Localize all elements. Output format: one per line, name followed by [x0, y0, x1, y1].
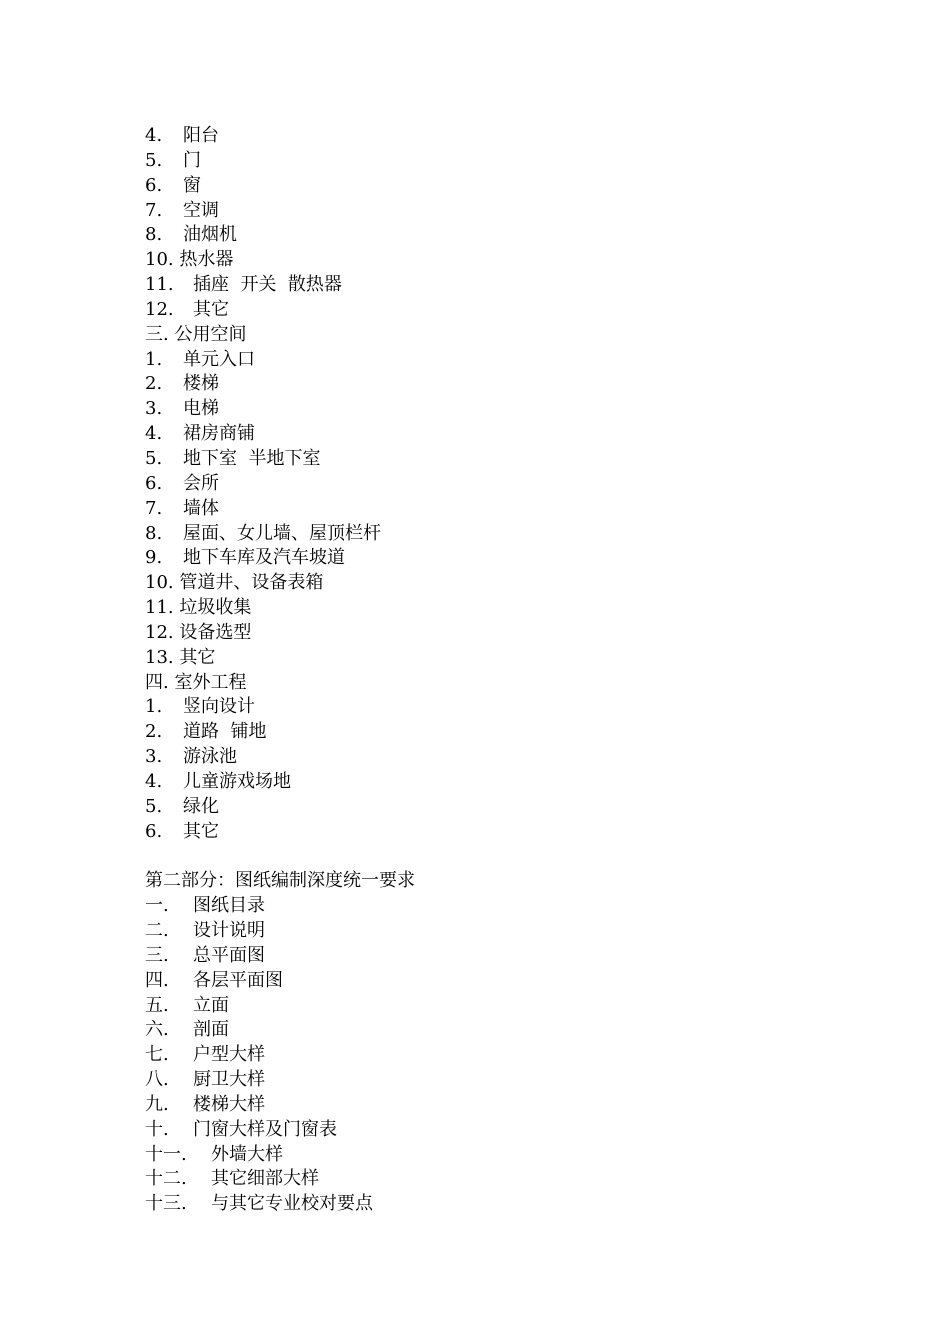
list-item [145, 472, 845, 497]
item-text: 总平面图 [193, 944, 265, 966]
list-item [145, 919, 845, 944]
list-item: 12. 设备选型 [145, 621, 252, 643]
list-item [145, 770, 845, 795]
item-number: 6. [145, 472, 163, 494]
item-text: 其它细部大样 [211, 1168, 319, 1190]
item-text: 楼梯大样 [193, 1093, 265, 1115]
item-number: 4. [145, 125, 163, 146]
list-item [145, 1068, 845, 1093]
list-item [145, 447, 845, 472]
list-item [145, 397, 845, 422]
item-number: 十三. [145, 1193, 187, 1215]
item-number: 1. [145, 348, 163, 370]
list-item [145, 745, 845, 770]
list-item [145, 1192, 845, 1217]
list-item [145, 1118, 845, 1143]
item-text: 竖向设计 [183, 696, 255, 718]
item-number: 4. [145, 423, 163, 445]
list-item [145, 1093, 845, 1118]
item-text: 其它 [183, 820, 219, 842]
item-number: 十一. [145, 1143, 187, 1165]
item-number: 2. [145, 721, 163, 743]
item-text: 会所 [183, 472, 219, 494]
list-item [145, 1043, 845, 1068]
list-item [145, 372, 845, 397]
blank-line [145, 844, 845, 869]
item-text: 各层平面图 [193, 969, 283, 991]
item-text: 儿童游戏场地 [183, 770, 291, 792]
list-item [145, 894, 845, 919]
item-text: 门 [183, 149, 201, 171]
item-text: 单元入口 [183, 348, 255, 370]
document-body [145, 124, 845, 1217]
list-item [145, 497, 845, 522]
item-text: 地下车库及汽车坡道 [183, 547, 345, 569]
list-item [145, 174, 845, 199]
item-number: 4. [145, 770, 163, 792]
item-number: 二. [145, 920, 169, 941]
item-text: 设计说明 [193, 920, 265, 941]
item-text: 楼梯 [183, 373, 219, 395]
list-item: 13. 其它 [145, 646, 216, 668]
list-item [145, 298, 845, 323]
item-text: 地下室 半地下室 [183, 447, 321, 469]
part-heading: 第二部分：图纸编制深度统一要求 [145, 870, 415, 892]
list-item: 10. 热水器 [145, 249, 234, 271]
section-heading: 三. 公用空间 [145, 323, 247, 345]
list-item [145, 273, 845, 298]
item-number: 7. [145, 199, 163, 221]
item-text: 裙房商铺 [183, 423, 255, 445]
item-number: 3. [145, 746, 163, 768]
item-text: 绿化 [183, 795, 219, 817]
list-item [145, 820, 845, 845]
item-number: 一. [145, 895, 169, 917]
item-text: 空调 [183, 199, 219, 221]
item-number: 五. [145, 994, 169, 1016]
list-item [145, 546, 845, 571]
list-item [145, 1018, 845, 1043]
list-item [145, 720, 845, 745]
item-number: 八. [145, 1069, 169, 1091]
list-item [145, 149, 845, 174]
item-text: 外墙大样 [211, 1143, 283, 1165]
item-number: 十. [145, 1118, 169, 1140]
item-text: 道路 铺地 [183, 721, 267, 743]
item-text: 图纸目录 [193, 895, 265, 917]
list-item [145, 522, 845, 547]
list-item [145, 969, 845, 994]
section-heading: 四. 室外工程 [145, 671, 247, 693]
list-item [145, 1167, 845, 1192]
list-item [145, 422, 845, 447]
item-number: 四. [145, 969, 169, 991]
item-number: 6. [145, 820, 163, 842]
item-number: 六. [145, 1019, 169, 1041]
item-text: 插座 开关 散热器 [193, 274, 342, 296]
item-number: 七. [145, 1044, 169, 1066]
list-item: 10. 管道井、设备表箱 [145, 572, 324, 594]
item-text: 剖面 [193, 1019, 229, 1041]
item-number: 3. [145, 398, 163, 420]
item-number: 三. [145, 944, 169, 966]
list-item [145, 695, 845, 720]
item-text: 其它 [193, 298, 229, 320]
item-number: 5. [145, 447, 163, 469]
item-number: 7. [145, 497, 163, 519]
item-text: 屋面、女儿墙、屋顶栏杆 [183, 522, 381, 544]
list-item [145, 944, 845, 969]
list-item: 11. 垃圾收集 [145, 597, 252, 619]
item-number: 1. [145, 696, 163, 718]
list-item [145, 1143, 845, 1168]
item-text: 电梯 [183, 398, 219, 420]
item-text: 墙体 [183, 497, 219, 519]
item-text: 阳台 [183, 125, 219, 146]
list-item [145, 348, 845, 373]
item-text: 游泳池 [183, 746, 237, 768]
item-text: 与其它专业校对要点 [211, 1193, 373, 1215]
list-item [145, 795, 845, 820]
item-number: 9. [145, 547, 163, 569]
list-item [145, 223, 845, 248]
list-item [145, 124, 845, 149]
item-number: 十二. [145, 1168, 187, 1190]
item-number: 九. [145, 1093, 169, 1115]
item-number: 5. [145, 149, 163, 171]
item-number: 5. [145, 795, 163, 817]
item-number: 6. [145, 174, 163, 196]
item-number: 8. [145, 522, 163, 544]
item-text: 门窗大样及门窗表 [193, 1118, 337, 1140]
item-text: 窗 [183, 174, 201, 196]
item-text: 户型大样 [193, 1044, 265, 1066]
item-text: 立面 [193, 994, 229, 1016]
item-text: 厨卫大样 [193, 1069, 265, 1091]
item-number: 2. [145, 373, 163, 395]
item-text: 油烟机 [183, 224, 237, 246]
item-number: 12. [145, 298, 174, 320]
list-item [145, 994, 845, 1019]
list-item [145, 199, 845, 224]
item-number: 8. [145, 224, 163, 246]
item-number: 11. [145, 274, 174, 296]
